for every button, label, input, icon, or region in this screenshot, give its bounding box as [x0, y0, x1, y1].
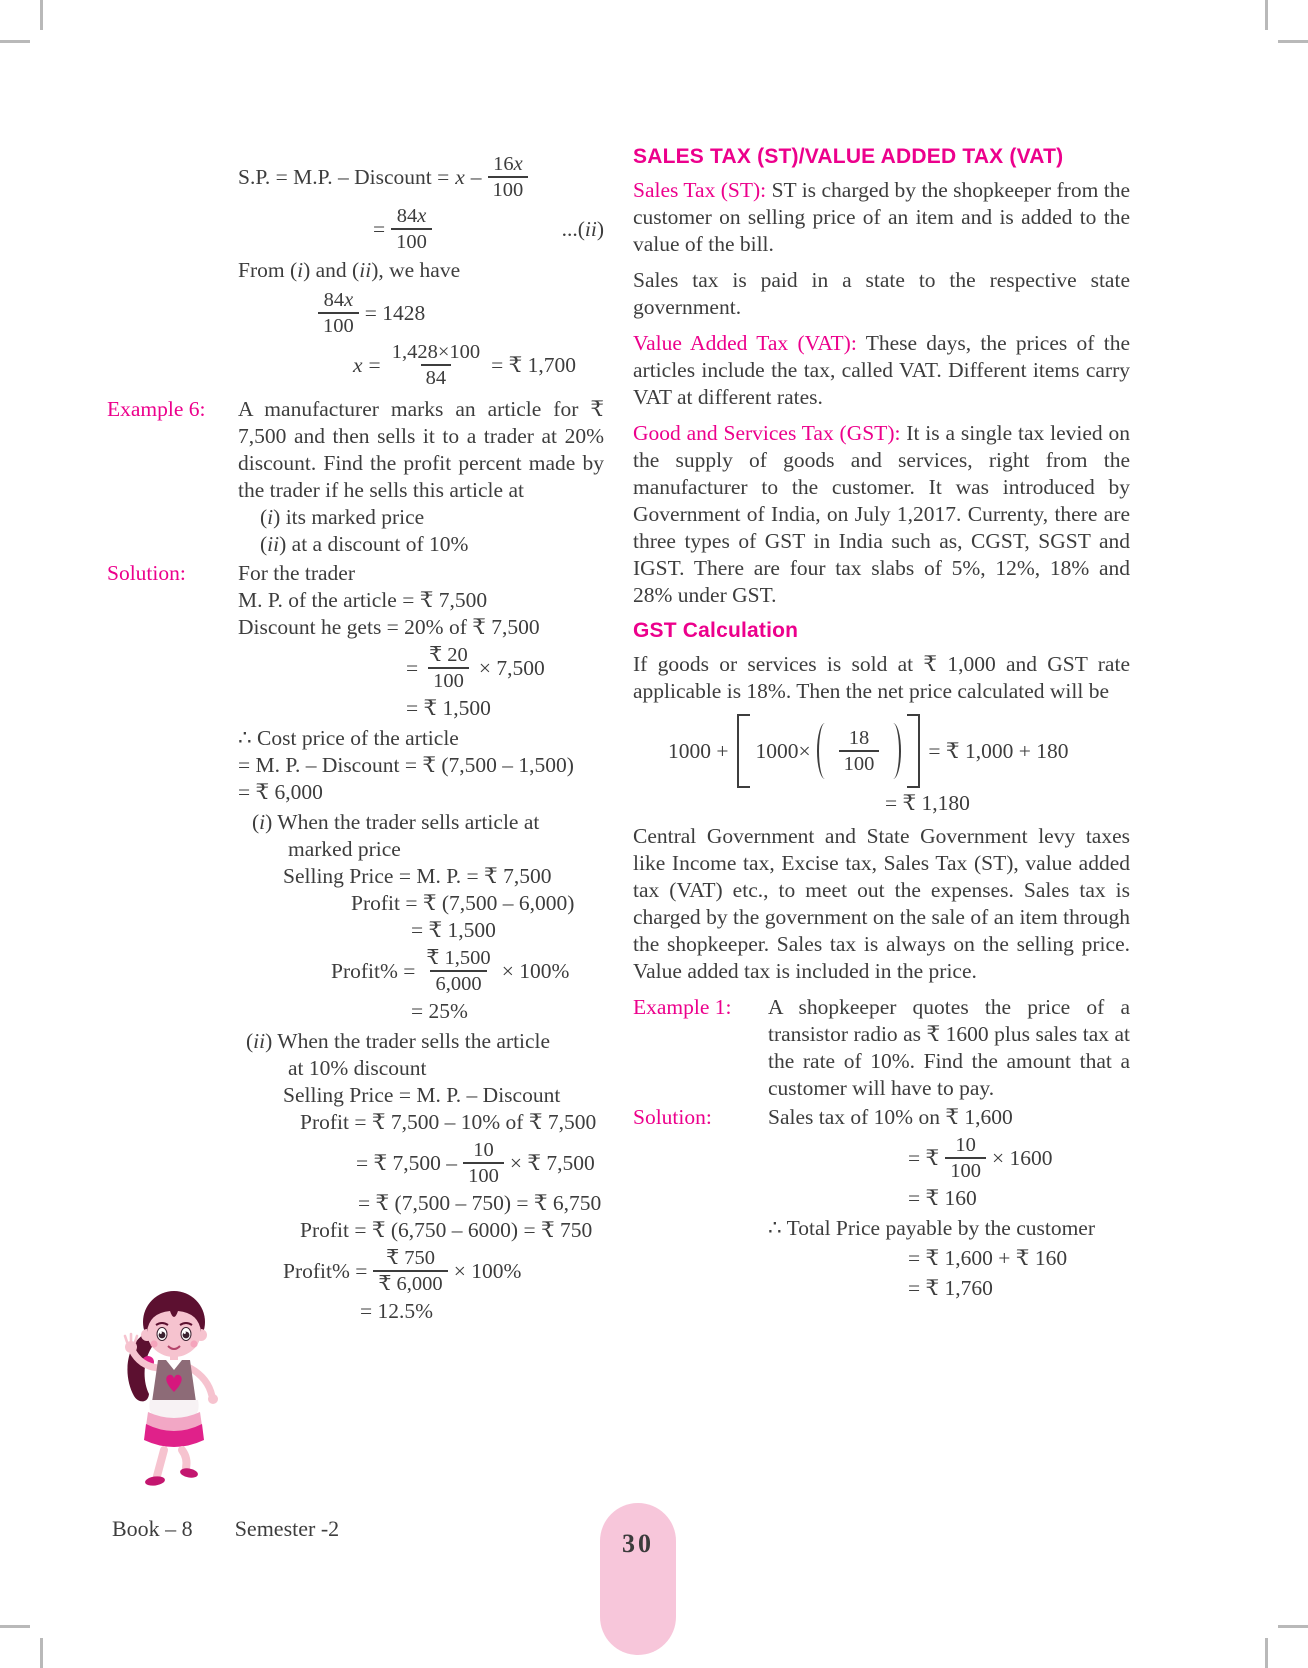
solution-body: [768, 1104, 1130, 1302]
equals-sign: =: [373, 216, 386, 241]
fraction-1500-6000: [421, 946, 495, 996]
gst-equation-result: = ₹ 1,180: [885, 791, 970, 815]
fraction-84x-100: [318, 288, 359, 338]
solution-line: marked price: [288, 837, 401, 861]
solution-line: = 25%: [411, 999, 468, 1023]
denominator: 100: [428, 667, 469, 693]
solution-fraction-line: = ₹ $\frac{10}{100}$ × 1600: [908, 1134, 1053, 1182]
footer-book: Book – 8: [112, 1516, 193, 1541]
solution-line: M. P. of the article = ₹ 7,500: [238, 588, 488, 612]
solution-line: = M. P. – Discount = ₹ (7,500 – 1,500): [238, 753, 574, 777]
solution-line: = ₹ 6,000: [238, 780, 323, 804]
section-heading: SALES TAX (ST)/VALUE ADDED TAX (VAT): [633, 145, 1064, 168]
example-6-body: [238, 396, 604, 558]
profit-percent-line: Profit% = $\frac{₹ 750}{₹ 6,000}$ × 100%: [283, 1247, 522, 1295]
formula-84x-100-equals-1428: [318, 288, 604, 338]
equals-sign: =: [368, 352, 381, 377]
variable-x: x: [353, 352, 363, 377]
solution-line: = ₹ 1,600 + ₹ 160: [908, 1246, 1068, 1270]
example-6-block: [107, 396, 604, 558]
profit-percent-line: Profit% = $\frac{₹ 1,500}{6,000}$ × 100%: [331, 947, 570, 995]
formula-text: = 1428: [364, 300, 426, 325]
solution-line: For the trader: [238, 561, 356, 585]
solution-fraction-line: = $\frac{₹ 20}{100}$ × 7,500: [406, 644, 545, 692]
solution-line: = ₹ 160: [908, 1186, 977, 1210]
crop-mark: [40, 1638, 43, 1668]
denominator: 84: [421, 364, 452, 390]
formula-text: = ₹ 1,700: [491, 352, 577, 377]
page-number: 30: [622, 1529, 654, 1558]
formula-text: S.P. = M.P. – Discount =: [238, 164, 450, 189]
example-1-label: Example 1:: [633, 995, 732, 1019]
numerator: ₹ 20: [429, 644, 468, 666]
gst-paragraph: Good and Services Tax (GST): It is a single tax levied on the supply of goods and services, right from the manufacturer to the customer. It was introduced by Government of India, on July 1,2017. Currenty, there are three types of GST in India such as, CGST, SGST and IGST. There are four tax slabs of 5%, 12%, 18% and 28% under GST.: [633, 421, 1130, 607]
solution-line: = ₹ (7,500 – 750) = ₹ 6,750: [358, 1191, 602, 1215]
crop-mark: [1265, 0, 1268, 30]
denominator: 100: [488, 176, 529, 202]
page-number-pill: [600, 1503, 676, 1655]
fraction-10-100: [945, 1133, 986, 1183]
solution-line: Sales tax of 10% on ₹ 1,600: [768, 1105, 1013, 1129]
numerator: 16x: [493, 153, 523, 175]
crop-mark: [40, 0, 43, 30]
solution-line: = ₹ 1,500: [406, 696, 491, 720]
from-i-and-ii-line: From (i) and (ii), we have: [238, 258, 461, 282]
numerator: 84x: [396, 205, 427, 227]
example-6-item-i: (i) its marked price: [260, 505, 425, 529]
solution-label: Solution:: [107, 561, 186, 585]
gst-example-intro: If goods or services is sold at ₹ 1,000 and GST rate applicable is 18%. Then the net price calculated will be: [633, 652, 1130, 703]
vat-lead: Value Added Tax (VAT):: [633, 331, 857, 355]
left-parenthesis: [817, 723, 833, 779]
solution-line: ∴ Cost price of the article: [238, 726, 459, 750]
right-column: [633, 144, 1130, 1304]
solution-line: = ₹ 1,500: [411, 918, 496, 942]
sales-tax-paragraph: Sales Tax (ST): ST is charged by the shopkeeper from the customer on selling price of an item and is added to the value of the bill.: [633, 178, 1130, 256]
denominator: 100: [945, 1157, 986, 1183]
solution-line: = ₹ 1,760: [908, 1276, 993, 1300]
solution-line: Selling Price = M. P. = ₹ 7,500: [283, 864, 552, 888]
denominator: 100: [839, 750, 880, 776]
right-parenthesis: [885, 723, 901, 779]
solution-line: Selling Price = M. P. – Discount: [283, 1083, 561, 1107]
denominator: 100: [318, 312, 359, 338]
fraction-20-100: [424, 643, 473, 693]
numerator: 84x: [323, 289, 354, 311]
formula-x-equals-1428x100-over-84: [353, 340, 604, 390]
example-1-body: A shopkeeper quotes the price of a transistor radio as ₹ 1600 plus sales tax at the rate of 10%. Find the amount that a customer will have to pay.: [768, 995, 1130, 1100]
example-6-text: A manufacturer marks an article for ₹ 7,500 and then sells it to a trader at 20% discount. Find the profit percent made by the trader if he sells this article at: [238, 397, 604, 502]
sales-tax-state-paragraph: Sales tax is paid in a state to the respective state government.: [633, 268, 1130, 319]
numerator: 18: [848, 727, 870, 749]
numerator: 1,428×100: [391, 341, 481, 363]
solution-line: Discount he gets = 20% of ₹ 7,500: [238, 615, 540, 639]
denominator: 6,000: [430, 970, 486, 996]
fraction-1428x100-84: [387, 340, 485, 390]
gst-equation: 1000 + 1000× $\frac{18}{100}$ = ₹ 1,000 + 180: [668, 714, 1130, 788]
variable-x: x: [455, 164, 465, 189]
sales-tax-lead: Sales Tax (ST):: [633, 178, 767, 202]
numerator: ₹ 1,500: [426, 947, 491, 969]
footer-semester: Semester -2: [234, 1516, 340, 1541]
numerator: 10: [473, 1139, 494, 1161]
solution-case-i: (i) When the trader sells article at: [252, 810, 540, 834]
example-6-item-ii: (ii) at a discount of 10%: [260, 532, 469, 556]
denominator: 100: [463, 1162, 504, 1188]
fraction-750-6000: [373, 1246, 447, 1296]
formula-sp-equals-mp-minus-discount: [238, 152, 604, 202]
vat-paragraph: Value Added Tax (VAT): These days, the prices of the articles include the tax, called VAT. Different items carry VAT at different rates.: [633, 331, 1130, 409]
numerator: 10: [955, 1134, 976, 1156]
fraction-84x-100: [391, 204, 432, 254]
formula-equals-84x-100: [373, 204, 604, 254]
numerator: ₹ 750: [386, 1247, 435, 1269]
crop-mark: [1265, 1638, 1268, 1668]
solution-line: ∴ Total Price payable by the customer: [768, 1216, 1096, 1240]
equation-tag-ii: ...(ii): [561, 216, 604, 241]
crop-mark: [0, 40, 30, 43]
solution-line: at 10% discount: [288, 1056, 427, 1080]
example-6-label: Example 6:: [107, 397, 206, 421]
left-bracket: [737, 714, 750, 788]
girl-illustration: [110, 1282, 242, 1490]
solution-line: = 12.5%: [360, 1299, 434, 1323]
central-state-government-paragraph: Central Government and State Government levy taxes like Income tax, Excise tax, Sales Tax (ST), value added tax (VAT) etc., to meet out the expenses. Sales tax is charged by the government on the sale of an item through the shopkeeper. Sales tax is always on the selling price. Value added tax is included in the price.: [633, 824, 1130, 983]
solution-line: Profit = ₹ (7,500 – 6,000): [351, 891, 575, 915]
crop-mark: [1278, 1625, 1308, 1628]
right-bracket: [907, 714, 920, 788]
gst-lead: Good and Services Tax (GST):: [633, 421, 901, 445]
fraction-18-100: [839, 726, 880, 776]
gst-calculation-subheading: GST Calculation: [633, 619, 799, 642]
footer: [112, 1516, 381, 1542]
solution-body: [238, 560, 604, 1325]
denominator: ₹ 6,000: [373, 1270, 447, 1296]
formula-text: –: [470, 164, 482, 189]
solution-line: Profit = ₹ 7,500 – 10% of ₹ 7,500: [300, 1110, 597, 1134]
solution-fraction-line: = ₹ 7,500 – $\frac{10}{100}$ × ₹ 7,500: [356, 1139, 595, 1187]
crop-mark: [0, 1625, 30, 1628]
left-column: [107, 150, 604, 1327]
fraction-10-100: [463, 1138, 504, 1188]
crop-mark: [1278, 40, 1308, 43]
example-1-block: [633, 994, 1130, 1102]
fraction-16x-100: [488, 152, 529, 202]
solution-label: Solution:: [633, 1105, 712, 1129]
denominator: 100: [391, 228, 432, 254]
solution-line: Profit = ₹ (6,750 – 6000) = ₹ 750: [300, 1218, 593, 1242]
solution-1-block: [633, 1104, 1130, 1302]
solution-case-ii: (ii) When the trader sells the article: [246, 1029, 551, 1053]
solution-6-block: [107, 560, 604, 1325]
